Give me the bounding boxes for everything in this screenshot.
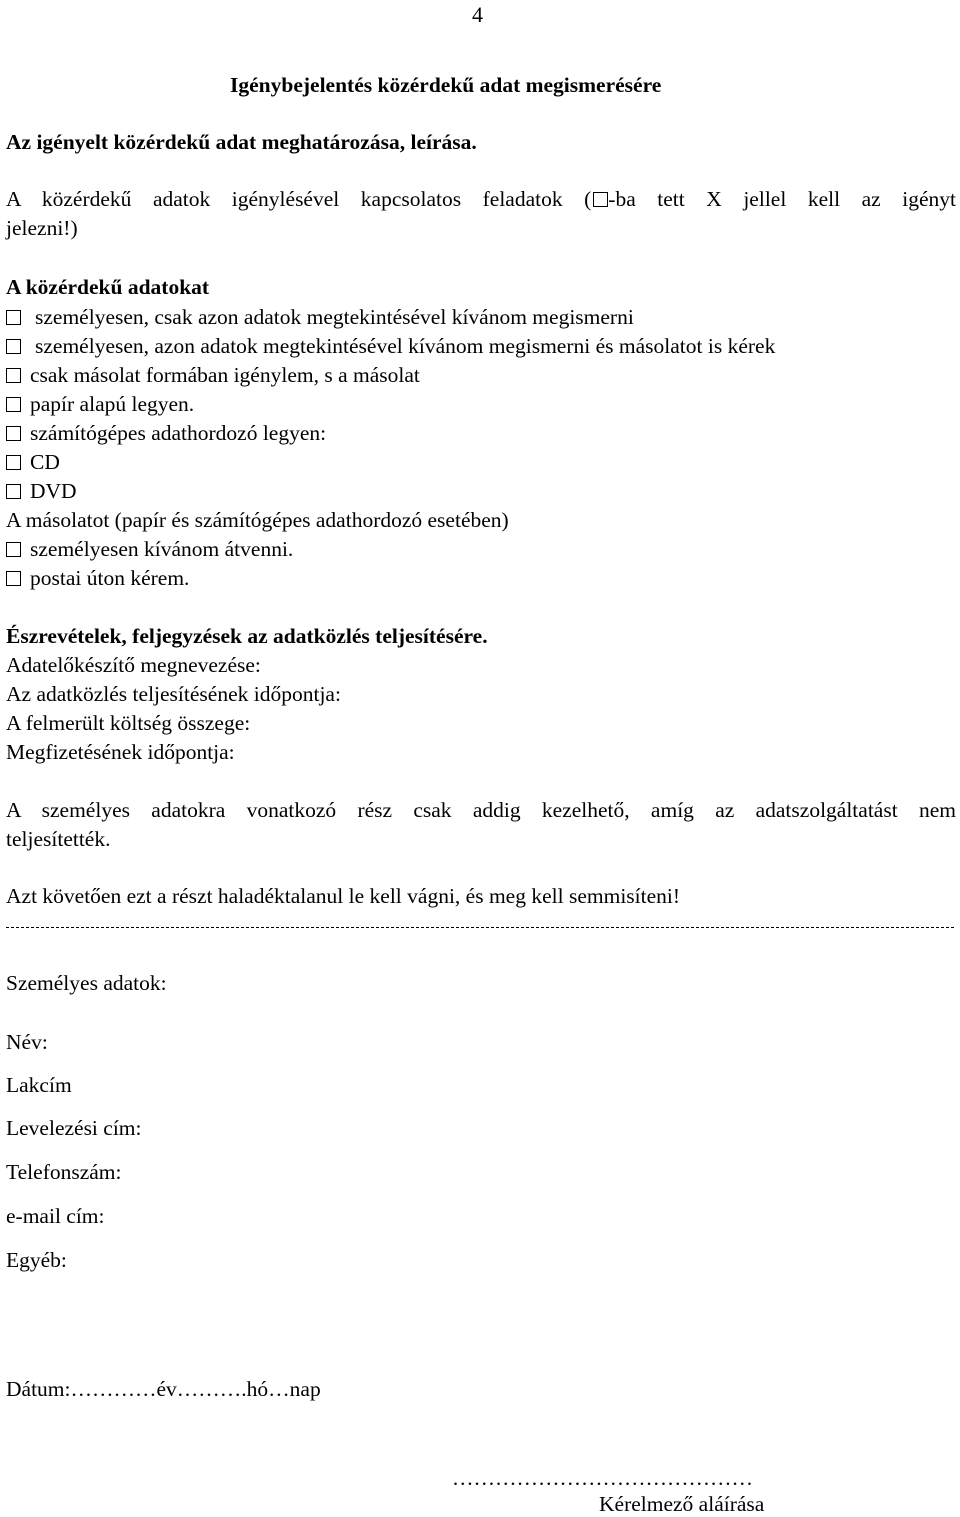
remarks-field-cost: A felmerült költség összege: [6,711,251,735]
personal-data-heading: Személyes adatok: [6,971,167,995]
remarks-field-completion-date: Az adatközlés teljesítésének időpontja: [6,682,341,706]
remarks-heading: Észrevételek, feljegyzések az adatközlés teljesítésére. [6,624,488,648]
checkbox-icon [593,192,608,207]
option-label: személyesen, azon adatok megtekintésével kívánom megismerni és másolatot is kérek [35,334,776,358]
document-title: Igénybejelentés közérdekű adat megismerésére [230,73,662,97]
option-copy-only[interactable] [6,363,420,388]
checkbox[interactable] [6,310,21,325]
date-line: Dátum:…………év……….hó…nap [6,1377,321,1401]
options-heading: A közérdekű adatokat [6,275,210,299]
field-mailing-address: Levelezési cím: [6,1116,142,1140]
instruction-line-1 [6,187,956,212]
option-label: csak másolat formában igénylem, s a másolat [30,363,420,387]
remarks-field-payment-date: Megfizetésének időpontja: [6,740,235,764]
checkbox[interactable] [6,455,21,470]
option-by-post[interactable] [6,566,189,591]
signature-dots: …………………………………… [452,1466,753,1490]
signature-label: Kérelmező aláírása [599,1492,765,1516]
field-name: Név: [6,1030,48,1054]
option-paper[interactable] [6,392,194,417]
instruction-line-2: jelezni!) [6,216,78,240]
checkbox[interactable] [6,542,21,557]
remarks-field-preparer: Adatelőkészítő megnevezése: [6,653,261,677]
option-pickup-in-person[interactable] [6,537,293,562]
field-other: Egyéb: [6,1248,67,1272]
option-digital-media[interactable] [6,421,326,446]
field-phone: Telefonszám: [6,1160,122,1184]
checkbox[interactable] [6,397,21,412]
option-label: papír alapú legyen. [30,392,195,416]
option-personal-view-only[interactable] [6,305,634,330]
copy-heading: A másolatot (papír és számítógépes adathordozó esetében) [6,508,509,532]
checkbox[interactable] [6,484,21,499]
field-address: Lakcím [6,1073,72,1097]
checkbox[interactable] [6,426,21,441]
notice-line-1: A személyes adatokra vonatkozó rész csak addig kezelhető, amíg az adatszolgáltatást nem [6,798,956,822]
instruction-text-after: -ba tett X jellel kell az igényt [608,187,956,211]
instruction-text-before: A közérdekű adatok igénylésével kapcsolatos feladatok ( [6,187,592,211]
field-email: e-mail cím: [6,1204,105,1228]
option-label: személyesen kívánom átvenni. [30,537,294,561]
notice-line-2: teljesítették. [6,827,111,851]
cut-line-divider [6,927,954,928]
document-subtitle: Az igényelt közérdekű adat meghatározása, leírása. [6,130,477,154]
option-label: postai úton kérem. [30,566,190,590]
page-number: 4 [472,2,483,27]
checkbox[interactable] [6,368,21,383]
option-dvd[interactable] [6,479,77,504]
checkbox[interactable] [6,571,21,586]
option-personal-view-and-copy[interactable] [6,334,775,359]
option-label: DVD [30,479,77,503]
option-label: CD [30,450,60,474]
checkbox[interactable] [6,339,21,354]
option-label: számítógépes adathordozó legyen: [30,421,327,445]
notice-destroy: Azt követően ezt a részt haladéktalanul le kell vágni, és meg kell semmisíteni! [6,884,681,908]
option-label: személyesen, csak azon adatok megtekintésével kívánom megismerni [35,305,634,329]
option-cd[interactable] [6,450,60,475]
